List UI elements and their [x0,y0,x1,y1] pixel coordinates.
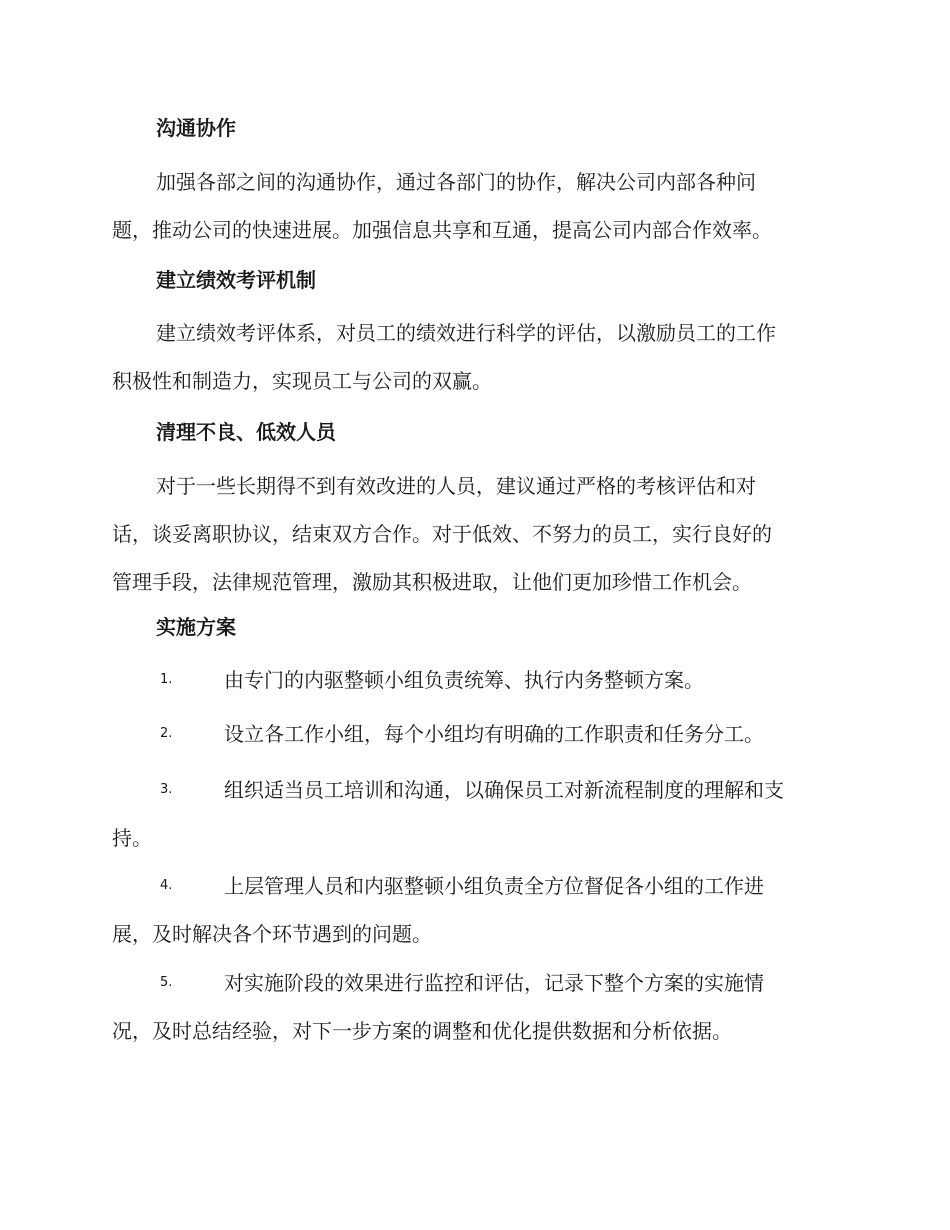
list-item-text [112,959,832,1055]
list-item-number: 5. [160,975,173,990]
list-item-line: 由专门的内驱整顿小组负责统筹、执行内务整顿方案。 [224,668,704,692]
list-item-number: 3. [160,782,173,797]
list-item [112,656,832,704]
list-item-text [112,766,832,862]
list-item-line: 展，及时解决各个环节遇到的问题。 [112,922,432,946]
paragraph-line: 话，谈妥离职协议，结束双方合作。对于低效、不努力的员工，实行良好的 [112,522,772,546]
list-item-line: 设立各工作小组，每个小组均有明确的工作职责和任务分工。 [224,722,764,746]
list-item-text [112,862,832,958]
section-paragraph-communication [112,158,832,254]
list-item-text [112,656,832,704]
section-heading-cleanup: 清理不良、低效人员 [156,420,336,444]
section-heading-communication: 沟通协作 [156,116,236,140]
list-item [112,766,832,862]
list-item-line: 对实施阶段的效果进行监控和评估，记录下整个方案的实施情 [224,971,764,995]
list-item [112,862,832,958]
paragraph-line: 题，推动公司的快速进展。加强信息共享和互通，提高公司内部合作效率。 [112,218,772,242]
list-item-number: 4. [160,878,173,893]
list-item-number: 1. [160,672,173,687]
list-item-line: 况，及时总结经验，对下一步方案的调整和优化提供数据和分析依据。 [112,1019,732,1043]
section-paragraph-performance [112,309,832,405]
paragraph-line: 管理手段，法律规范管理，激励其积极进取，让他们更加珍惜工作机会。 [112,570,752,594]
list-item-line: 持。 [112,826,152,850]
list-item [112,710,832,758]
section-heading-implementation: 实施方案 [156,615,236,639]
section-paragraph-cleanup [112,462,832,606]
list-item-line: 组织适当员工培训和沟通，以确保员工对新流程制度的理解和支 [224,778,784,802]
paragraph-line: 加强各部之间的沟通协作，通过各部门的协作，解决公司内部各种问 [156,170,756,194]
list-item [112,959,832,1055]
list-item-number: 2. [160,726,173,741]
list-item-line: 上层管理人员和内驱整顿小组负责全方位督促各小组的工作进 [224,874,764,898]
list-item-text [112,710,832,758]
paragraph-line: 对于一些长期得不到有效改进的人员，建议通过严格的考核评估和对 [156,474,756,498]
paragraph-line: 建立绩效考评体系，对员工的绩效进行科学的评估，以激励员工的工作 [156,321,776,345]
section-heading-performance: 建立绩效考评机制 [156,268,316,292]
paragraph-line: 积极性和制造力，实现员工与公司的双赢。 [112,369,492,393]
